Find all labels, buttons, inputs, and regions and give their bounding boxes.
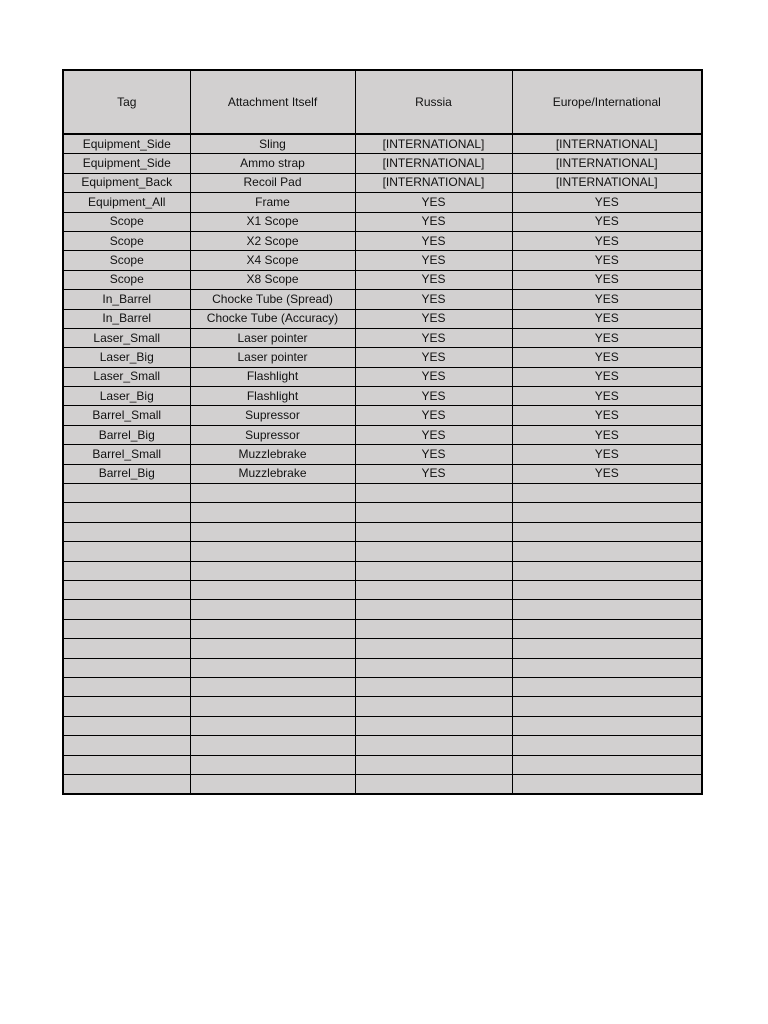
cell-europe-international: YES [512,328,702,347]
cell-russia [355,580,512,599]
cell-tag: In_Barrel [63,290,190,309]
cell-russia [355,697,512,716]
cell-tag [63,484,190,503]
cell-attachment [190,600,355,619]
cell-attachment: X2 Scope [190,231,355,250]
cell-europe-international [512,697,702,716]
cell-attachment [190,503,355,522]
table-row [63,736,702,755]
cell-attachment: X8 Scope [190,270,355,289]
cell-tag: Scope [63,231,190,250]
cell-tag [63,716,190,735]
cell-attachment [190,697,355,716]
cell-tag [63,561,190,580]
cell-tag [63,677,190,696]
cell-tag [63,600,190,619]
cell-tag [63,658,190,677]
cell-attachment [190,639,355,658]
cell-europe-international: [INTERNATIONAL] [512,173,702,192]
cell-russia: YES [355,348,512,367]
cell-europe-international [512,677,702,696]
cell-russia [355,503,512,522]
cell-tag [63,619,190,638]
cell-tag: Barrel_Small [63,406,190,425]
cell-europe-international: [INTERNATIONAL] [512,134,702,154]
cell-europe-international: YES [512,251,702,270]
cell-tag [63,755,190,774]
cell-russia: [INTERNATIONAL] [355,134,512,154]
cell-europe-international [512,658,702,677]
table-row [63,600,702,619]
cell-tag: Equipment_All [63,193,190,212]
cell-europe-international: YES [512,387,702,406]
table-row [63,697,702,716]
cell-russia [355,619,512,638]
cell-europe-international [512,716,702,735]
cell-attachment: Flashlight [190,387,355,406]
cell-attachment [190,522,355,541]
cell-russia: YES [355,464,512,483]
table-row [63,387,702,406]
table-row [63,677,702,696]
table-row [63,270,702,289]
cell-russia [355,522,512,541]
table-row [63,154,702,173]
cell-tag [63,522,190,541]
table-row [63,639,702,658]
table-row [63,134,702,154]
cell-europe-international: YES [512,348,702,367]
cell-attachment: Flashlight [190,367,355,386]
cell-tag [63,697,190,716]
cell-europe-international: YES [512,270,702,289]
cell-russia [355,658,512,677]
cell-attachment [190,716,355,735]
cell-tag [63,736,190,755]
cell-attachment: Chocke Tube (Accuracy) [190,309,355,328]
header-attachment: Attachment Itself [190,70,355,134]
cell-russia: YES [355,212,512,231]
cell-russia [355,639,512,658]
table-row [63,658,702,677]
cell-attachment [190,619,355,638]
cell-attachment: X4 Scope [190,251,355,270]
cell-russia: YES [355,231,512,250]
cell-europe-international [512,755,702,774]
cell-attachment [190,755,355,774]
table-row [63,561,702,580]
cell-tag: Barrel_Big [63,425,190,444]
cell-europe-international [512,522,702,541]
cell-russia: YES [355,367,512,386]
cell-russia: YES [355,193,512,212]
table-row [63,619,702,638]
table-row [63,231,702,250]
cell-russia: YES [355,251,512,270]
cell-russia [355,484,512,503]
cell-europe-international [512,484,702,503]
cell-tag: Barrel_Small [63,445,190,464]
cell-europe-international: YES [512,464,702,483]
table-row [63,464,702,483]
table-row [63,580,702,599]
table-row [63,251,702,270]
cell-russia: YES [355,328,512,347]
cell-tag: Scope [63,270,190,289]
cell-russia [355,542,512,561]
table-row [63,716,702,735]
cell-russia: YES [355,309,512,328]
cell-attachment: Supressor [190,425,355,444]
cell-attachment: Supressor [190,406,355,425]
cell-tag: Laser_Small [63,367,190,386]
table-row [63,406,702,425]
cell-tag: In_Barrel [63,309,190,328]
cell-europe-international: YES [512,406,702,425]
table-row [63,328,702,347]
cell-europe-international: YES [512,425,702,444]
cell-attachment: Chocke Tube (Spread) [190,290,355,309]
table-row [63,309,702,328]
cell-europe-international [512,619,702,638]
cell-attachment [190,484,355,503]
cell-russia [355,755,512,774]
cell-attachment [190,736,355,755]
cell-tag: Laser_Small [63,328,190,347]
cell-russia: YES [355,387,512,406]
table-row [63,425,702,444]
cell-europe-international [512,542,702,561]
cell-russia: YES [355,406,512,425]
cell-attachment: Muzzlebrake [190,445,355,464]
cell-attachment: Laser pointer [190,328,355,347]
cell-tag [63,503,190,522]
cell-russia: [INTERNATIONAL] [355,154,512,173]
cell-russia: YES [355,270,512,289]
cell-tag: Equipment_Side [63,134,190,154]
cell-attachment [190,774,355,794]
cell-tag: Equipment_Back [63,173,190,192]
cell-europe-international [512,600,702,619]
cell-russia [355,561,512,580]
cell-tag [63,774,190,794]
cell-russia: YES [355,425,512,444]
cell-attachment [190,580,355,599]
cell-tag [63,580,190,599]
cell-attachment: Muzzlebrake [190,464,355,483]
cell-europe-international [512,580,702,599]
table-row [63,755,702,774]
cell-tag [63,639,190,658]
table-row [63,348,702,367]
cell-attachment: Laser pointer [190,348,355,367]
table-row [63,542,702,561]
table-row [63,522,702,541]
cell-attachment [190,658,355,677]
table-row [63,484,702,503]
table-header-row [63,70,702,134]
cell-russia [355,600,512,619]
cell-russia [355,716,512,735]
cell-attachment: Ammo strap [190,154,355,173]
cell-attachment [190,542,355,561]
header-tag: Tag [63,70,190,134]
cell-tag: Scope [63,212,190,231]
cell-attachment [190,677,355,696]
cell-europe-international: YES [512,231,702,250]
cell-europe-international: YES [512,290,702,309]
header-europe-international: Europe/International [512,70,702,134]
table-row [63,774,702,794]
cell-europe-international: YES [512,212,702,231]
table-body [63,134,702,794]
cell-europe-international [512,561,702,580]
cell-attachment: Recoil Pad [190,173,355,192]
cell-attachment [190,561,355,580]
cell-attachment: X1 Scope [190,212,355,231]
cell-tag: Laser_Big [63,348,190,367]
cell-europe-international: YES [512,309,702,328]
cell-europe-international: [INTERNATIONAL] [512,154,702,173]
cell-attachment: Sling [190,134,355,154]
table-row [63,367,702,386]
cell-russia [355,677,512,696]
cell-attachment: Frame [190,193,355,212]
cell-russia [355,774,512,794]
cell-tag: Equipment_Side [63,154,190,173]
cell-europe-international [512,774,702,794]
table-row [63,503,702,522]
cell-europe-international: YES [512,445,702,464]
attachment-table [62,69,703,795]
cell-tag: Barrel_Big [63,464,190,483]
table-row [63,173,702,192]
cell-russia [355,736,512,755]
cell-europe-international: YES [512,193,702,212]
cell-russia: [INTERNATIONAL] [355,173,512,192]
cell-europe-international: YES [512,367,702,386]
cell-russia: YES [355,290,512,309]
table-row [63,290,702,309]
header-russia: Russia [355,70,512,134]
cell-tag: Scope [63,251,190,270]
cell-tag: Laser_Big [63,387,190,406]
cell-europe-international [512,639,702,658]
table-row [63,212,702,231]
cell-russia: YES [355,445,512,464]
table-row [63,193,702,212]
cell-tag [63,542,190,561]
table-row [63,445,702,464]
cell-europe-international [512,503,702,522]
cell-europe-international [512,736,702,755]
